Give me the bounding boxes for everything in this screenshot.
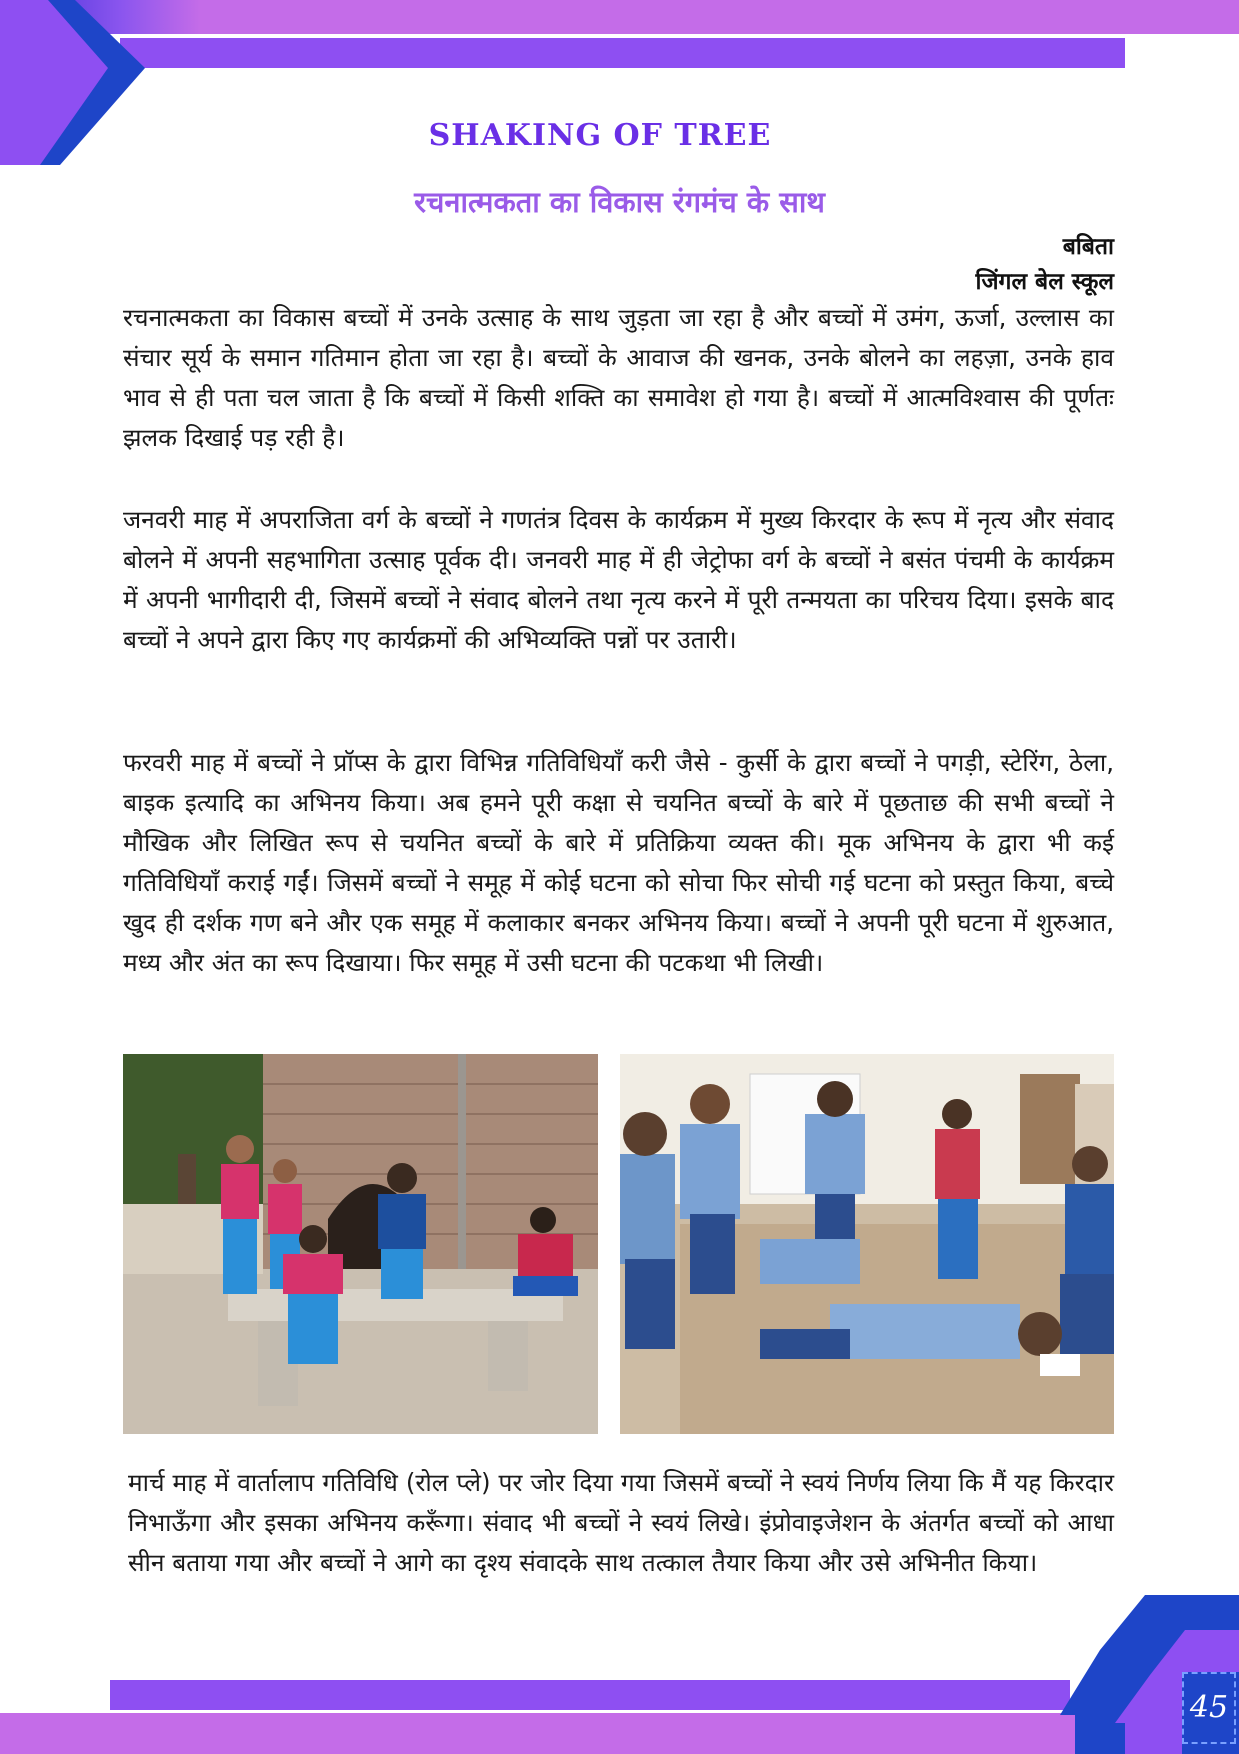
page-number: 45 [1182, 1672, 1236, 1744]
paragraph-february: फरवरी माह में बच्चों ने प्रॉप्स के द्वारा विभिन्न गतिविधियाँ करी जैसे - कुर्सी के द्वारा बच्चों ने पगड़ी, स्टेरिंग, ठेला, बाइक इत्यादि का अभिनय किया। अब हमने पूरी कक्षा से चयनित बच्चों के बारे में पूछताछ की सभी बच्चों ने मौखिक और लिखित रूप से चयनित बच्चों के बारे में प्रतिक्रिया व्यक्त की। मूक अभिनय के द्वारा भी कई गतिविधियाँ कराई गईं। जिसमें बच्चों ने समूह में कोई घटना को सोचा फिर सोची गई घटना को प्रस्तुत किया, बच्चे खुद ही दर्शक गण बने और एक समूह में कलाकार बनकर अभिनय किया। बच्चों ने अपनी पूरी घटना में शुरुआत, मध्य और अंत का रूप दिखाया। फिर समूह में उसी घटना की पटकथा भी लिखी। [123, 748, 1114, 977]
page-subtitle: रचनात्मकता का विकास रंगमंच के साथ [414, 185, 825, 219]
paragraph-intro: रचनात्मकता का विकास बच्चों में उनके उत्साह के साथ जुड़ता जा रहा है और बच्चों में उमंग, ऊर्जा, उल्लास का संचार सूर्य के समान गतिमान होता जा रहा है। बच्चों के आवाज की खनक, उनके बोलने का लहज़ा, उनके हाव भाव से ही पता चल जाता है कि बच्चों में किसी शक्ति का समावेश हो गया है। बच्चों में आत्मविश्वास की पूर्णतः झलक दिखाई पड़ रही है। [123, 303, 1114, 452]
page-title: SHAKING OF TREE [428, 118, 772, 153]
photo-children-indoor-roleplay [620, 1054, 1114, 1434]
paragraph-january: जनवरी माह में अपराजिता वर्ग के बच्चों ने गणतंत्र दिवस के कार्यक्रम में मुख्य किरदार के रूप में नृत्य और संवाद बोलने में अपनी सहभागिता उत्साह पूर्वक दी। जनवरी माह में ही जेट्रोफा वर्ग के बच्चों ने बसंत पंचमी के कार्यक्रम में अपनी भागीदारी दी, जिसमें बच्चों ने संवाद बोलने तथा नृत्य करने में पूरी तन्मयता का परिचय दिया। इसके बाद बच्चों ने अपने द्वारा किए गए कार्यक्रमों की अभिव्यक्ति पन्नों पर उतारी। [123, 505, 1114, 654]
bottom-decorative-bar [110, 1680, 1070, 1710]
paragraph-march: मार्च माह में वार्तालाप गतिविधि (रोल प्ले) पर जोर दिया गया जिसमें बच्चों ने स्वयं निर्णय लिया कि मैं यह किरदार निभाऊँगा और इसका अभिनय करूँगा। संवाद भी बच्चों ने स्वयं लिखे। इंप्रोवाइजेशन के अंतर्गत बच्चों को आधा सीन बताया गया और बच्चों ने आगे का दृश्य संवादके साथ तत्काल तैयार किया और उसे अभिनीत किया। [128, 1468, 1114, 1577]
photo-children-outdoor-bench [123, 1054, 598, 1434]
school-name: जिंगल बेल स्कूल [975, 269, 1114, 295]
top-decorative-band [0, 0, 1239, 34]
bottom-decorative-band [0, 1713, 1239, 1754]
top-decorative-bar [120, 38, 1125, 68]
author-name: बबिता [1062, 234, 1114, 260]
